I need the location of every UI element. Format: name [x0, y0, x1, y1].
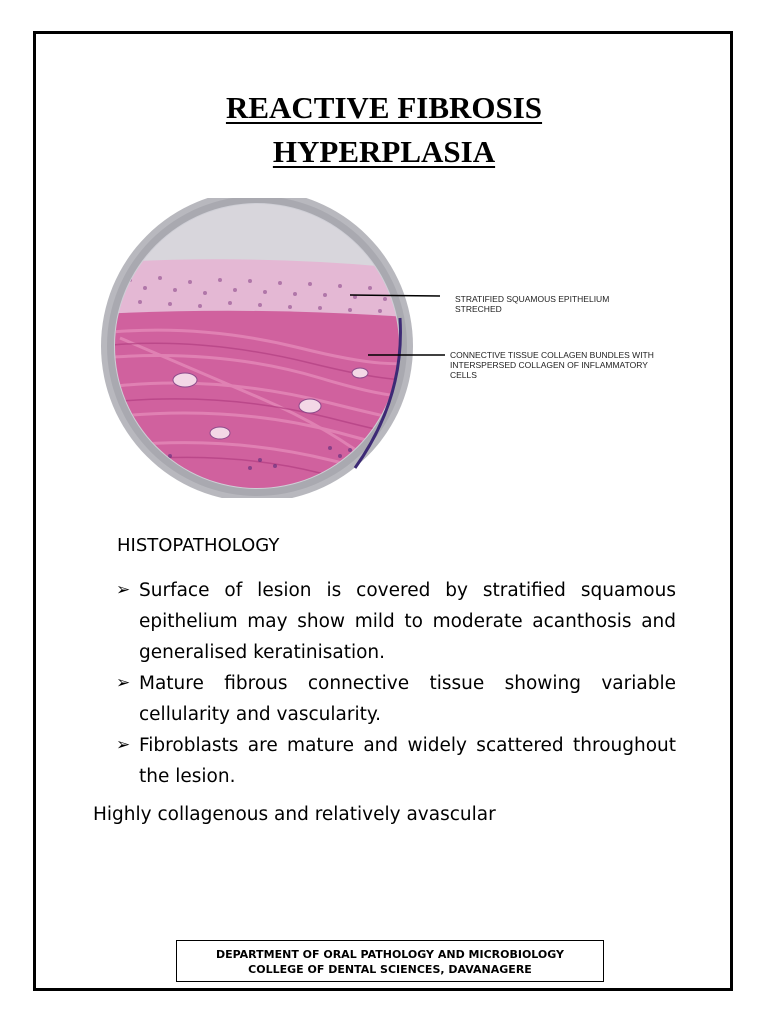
histopathology-list — [116, 575, 676, 792]
page-border — [33, 31, 733, 991]
title-line-1: REACTIVE FIBROSIS — [225, 90, 543, 125]
list-item: ➢ Surface of lesion is covered by stratified squamous epithelium may show mild to moderate acanthosis and generalised keratinisation. — [116, 575, 676, 668]
arrowhead-bullet-icon: ➢ — [116, 580, 131, 600]
arrowhead-bullet-icon: ➢ — [116, 673, 131, 693]
list-item: ➢ Fibroblasts are mature and widely scattered throughout the lesion. — [116, 730, 676, 792]
arrowhead-bullet-icon: ➢ — [116, 735, 131, 755]
list-item: ➢ Mature fibrous connective tissue showing variable cellularity and vascularity. — [116, 668, 676, 730]
page-title — [0, 86, 768, 174]
title-line-2: HYPERPLASIA — [272, 134, 496, 169]
footer-box — [176, 940, 604, 982]
histology-micrograph — [100, 198, 690, 498]
footer-department: DEPARTMENT OF ORAL PATHOLOGY AND MICROBIOLOGY — [215, 948, 565, 961]
summary-text: Highly collagenous and relatively avascular — [93, 804, 496, 825]
footer-college: COLLEGE OF DENTAL SCIENCES, DAVANAGERE — [248, 963, 532, 976]
section-heading: HISTOPATHOLOGY — [117, 535, 280, 556]
histology-figure — [100, 198, 690, 498]
connective-tissue-label: CONNECTIVE TISSUE COLLAGEN BUNDLES WITH INTERSPERSED COLLAGEN OF INFLAMMATORY CELLS — [450, 350, 654, 380]
epithelium-label: STRATIFIED SQUAMOUS EPITHELIUM STRECHED — [455, 294, 610, 314]
